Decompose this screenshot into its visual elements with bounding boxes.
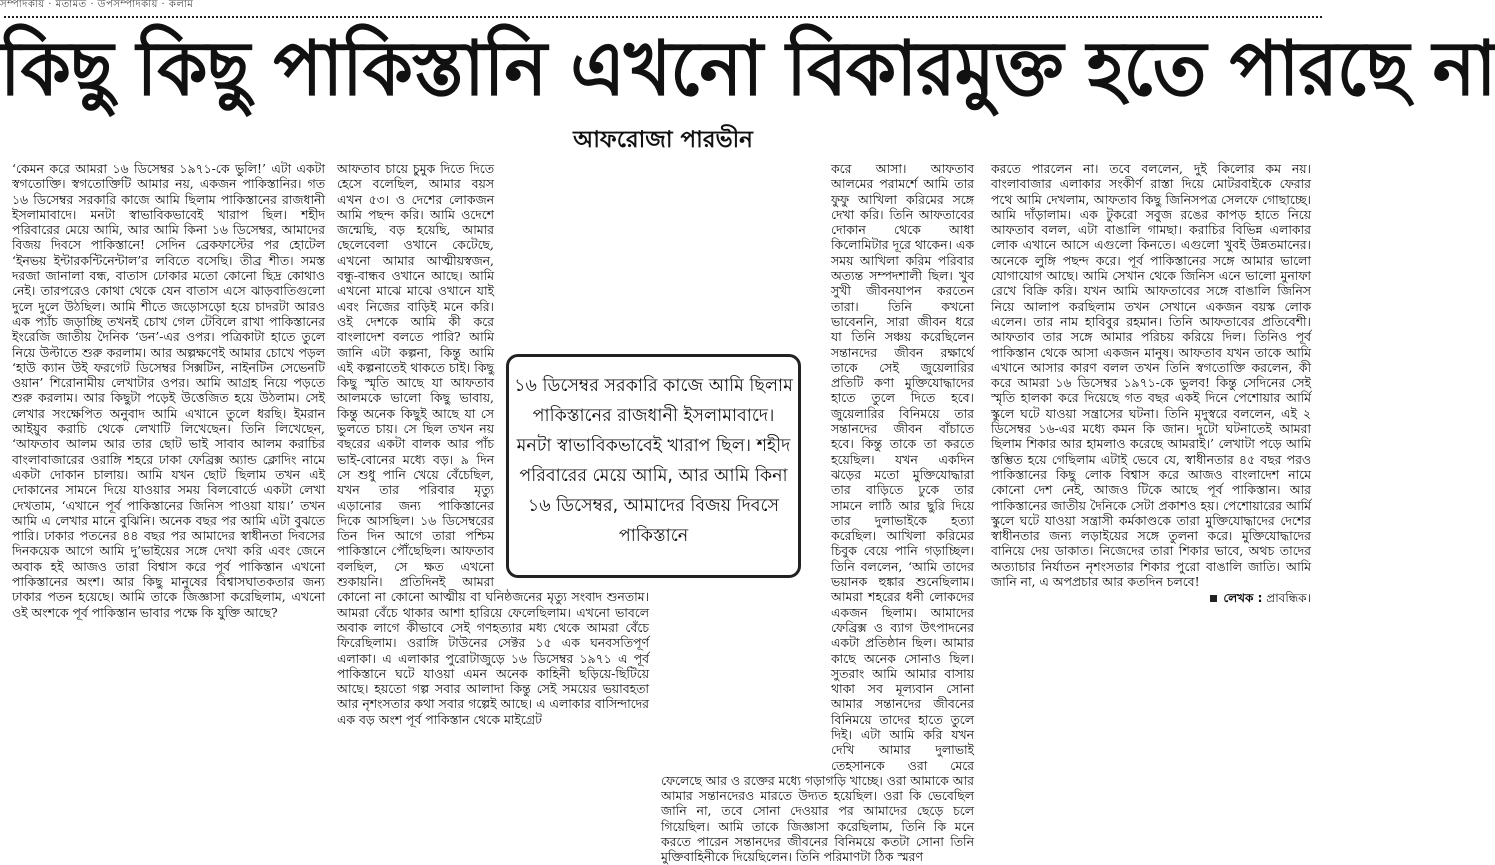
author-note-label: লেখক : xyxy=(1223,591,1263,606)
author-byline: আফরোজা পারভীন xyxy=(573,127,753,153)
pull-quote-text: ১৬ ডিসেম্বর সরকারি কাজে আমি ছিলাম পাকিস্তানের রাজধানী ইসলামাবাদে। মনটা স্বাভাবিকভাবেই খারাপ ছিল। শহীদ পরিবারের মেয়ে আমি, আর আমি কিনা ১৬ ডিসেম্বর, আমাদের বিজয় দিবসে পাকিস্তানে xyxy=(514,376,793,546)
article-column-4 xyxy=(991,161,1311,757)
pull-quote-box xyxy=(506,354,801,578)
dotted-rule xyxy=(4,16,1322,18)
column-text: করতে পারলেন না। তবে বললেন, দুই কিলোর কম নয়। বাংলাবাজার এলাকার সংকীর্ণ রাস্তা দিয়ে মোটরবাইকে ফেরার পথে আমি দেখলাম, আফতাব কিছু জিনিসপত্র সেলফে গোছাচ্ছে। আমি দাঁড়ালাম। এক টুকরো সবুজ রঙের কাপড় হাতে নিয়ে আফতাব বলল, এটা বাঙালি গামছা। করাচির বিভিন্ন এলাকার লোক এখানে আসে এগুলো কিনতে। এগুলো খুবই উন্নতমানের। অনেকে লুঙ্গি পছন্দ করে। পূর্ব পাকিস্তানের সঙ্গে আমার ভালো যোগাযোগ আছে। আমি সেখান থেকে জিনিস এনে ভালো মুনাফা রেখে বিক্রি করি। যখন আমি আফতাবের সঙ্গে বাঙালি জিনিস নিয়ে আলাপ করছিলাম তখন সেখানে একজন বয়স্ক লোক এলেন। তার নাম হাবিবুর রহমান। তিনি আফতাবের প্রতিবেশী। আফতাব তার সঙ্গে আমার পরিচয় করিয়ে দিল। তিনিও পূর্ব পাকিস্তান থেকে আসা একজন মানুষ। আফতাব যখন তাকে আমি এখানে আসার কারণ বলল তখন তিনি স্বগতোক্তি করলেন, কী করে আমরা ১৬ ডিসেম্বর ১৯৭১-কে ভুলব! কিন্তু সেদিনের সেই স্মৃতি হালকা করে দিয়েছে গত বছর একই দিনে পেশোয়ার আর্মি স্কুলে ঘটে যাওয়া সন্ত্রাসের ঘটনা। তিনি মৃদুস্বরে বললেন, এই ২ ডিসেম্বর ১৬-এর মধ্যে কমন কি জান। দুটো ঘটনাতেই আমরা ছিলাম শিকার আর হামলাও করেছে আমরাই।’ লেখাটা পড়ে আমি স্তম্ভিত হয়ে গেছিলাম এটাই ভেবে যে, স্বাধীনতার ৪৫ বছর পরও পাকিস্তানের কিছু লোক বিশ্বাস করে আজও বাংলাদেশ নামে কোনো দেশ নেই, আজও টিকে আছে পূর্ব পাকিস্তান। আর পাকিস্তানের জাতীয় দৈনিকে সেটা প্রকাশও হয়। পেশোয়ারের আর্মি স্কুলে ঘটে যাওয়া সন্ত্রাসী কর্মকাণ্ডকে তারা মুক্তিযোদ্ধাদের দেশের স্বাধীনতার জন্য লড়াইয়ের সঙ্গে তুলনা করে। মুক্তিযোদ্ধাদের বানিয়ে দেয় ডাকাত। নিজেদের তারা শিকার ভাবে, অথচ তাদের অত্যাচার নির্যাতন নৃশংসতার শিকার পুরো বাঙালি জাতি। আমি জানি না, এ অপপ্রচার আর কতদিন চলবে! xyxy=(991,161,1311,590)
headline: কিছু কিছু পাকিস্তানি এখনো বিকারমুক্ত হতে পারছে না xyxy=(0,23,1495,113)
column-text: আফতাব চায়ে চুমুক দিতে দিতে হেসে বলেছিল, আমার বয়স এখন ৫৩। ও দেশের লোকজন আমি পছন্দ করি। আমি ওদেশে জন্মেছি, বড় হয়েছি, আমার ছেলেবেলা ওখানে কেটেছে, এখনো আমার আত্মীয়স্বজন, বন্ধু-বান্ধব ওখানে আছে। আমি এখনো মাঝে মাঝে ওখানে যাই এবং নিজের বাড়িই মনে করি। ওই দেশকে আমি কী করে বাংলাদেশ বলতে পারি? আমি জানি এটা কল্পনা, কিন্তু আমি এই কল্পনাতেই থাকতে চাই। কিছু কিছু স্মৃতি আছে যা আফতাব আলমকে ভালো কিছু ভাবায়, কিন্তু অনেক কিছুই আছে যা সে ভুলতে চায়। সে ছিল তখন নয় বছরের একটা বালক আর পাঁচ ভাই-বোনের মধ্যে বড়। ৯ দিন সে শুধু পানি খেয়ে বেঁচেছিল, যখন তার পরিবার মৃত্যু এড়ানোর জন্য পাকিস্তানের দিকে আসছিল। ১৬ ডিসেম্বরের তিন দিন আগে তারা পশ্চিম পাকিস্তানে পৌঁছেছিল। আফতাব বলছিল, সে ক্ষত এখনো শুকায়নি। প্রতিদিনই আমরা কোনো না কোনো আত্মীয় বা ঘনিষ্ঠজনের মৃত্যু সংবাদ শুনতাম। আমরা বেঁচে থাকার আশা হারিয়ে ফেলেছিলাম। এখনো ভাবলে অবাক লাগে কীভাবে সেই গণহত্যার মধ্য থেকে আমরা বেঁচে ফিরেছিলাম। ওরাঙ্গি টাউনের সেক্টর ১৫ এক ঘনবসতিপূর্ণ এলাকা। এ এলাকার পুরোটাজুড়ে ১৬ ডিসেম্বর ১৯৭১ এ পূর্ব পাকিস্তানে ঘটে যাওয়া এমন অনেক কাহিনী ছড়িয়ে-ছিটিয়ে আছে। হয়তো গল্প সবার আলাদা কিন্তু সেই সময়ের ভয়াবহতা আর নৃশংসতার কথা সবার গল্পেই আছে। এ এলাকার বাসিন্দাদের এক বড় অংশ পূর্ব পাকিস্তান থেকে মাইগ্রেট xyxy=(337,161,649,727)
column-text: ‘কেমন করে আমরা ১৬ ডিসেম্বর ১৯৭১-কে ভুলি!’ এটা একটা স্বগতোক্তি। স্বগতোক্তিটি আমার নয়, একজন পাকিস্তানির। গত ১৬ ডিসেম্বর সরকারি কাজে আমি ছিলাম পাকিস্তানের রাজধানী ইসলামাবাদে। মনটা স্বাভাবিকভাবেই খারাপ ছিল। শহীদ পরিবারের মেয়ে আমি, আর আমি কিনা ১৬ ডিসেম্বর, আমাদের বিজয় দিবসে পাকিস্তানে! সেদিন ব্রেকফাস্টের পর হোটেল ‘ইনভয় ইন্টারকন্টিনেন্টাল’র লবিতে বসেছি। তীব্র শীত। সমস্ত দরজা জানালা বন্ধ, বাতাস ঢোকার মতো কোনো ছিদ্র কোথাও নেই। তারপরেও কোথা থেকে যেন বাতাস এসে ঝাড়বাতিগুলো দুলে দুলে উঠছিল। আমি শীতে জড়োসড়ো হয়ে চাদরটা আরও এক প্যাঁচ জড়াচ্ছি তখনই চোখ গেল টেবিলে রাখা পাকিস্তানের ইংরেজি জাতীয় দৈনিক ‘ডন’-এর ওপর। পত্রিকাটা হাতে তুলে নিয়ে উল্টাতে শুরু করলাম। আর অল্পক্ষণেই আমার চোখে পড়ল ‘হাউ ক্যান উই ফরগেট ডিসেম্বর সিক্সটিন, নাইনটিন সেভেনটি ওয়ান’ শিরোনামীয় লেখাটার ওপর। আমি আগ্রহ নিয়ে পড়তে শুরু করলাম। আর কিছুটা পড়েই উত্তেজিত হয়ে উঠলাম। সেই লেখার সংক্ষেপিত অনুবাদ আমি এখানে তুলে ধরছি। ইমরান আইয়ুব করাচি থেকে লেখাটি লিখেছেন। তিনি লিখেছেন, ‘আফতাব আলম আর তার ছোট ভাই সাবাব আলম করাচির বাংলাবাজারের ওরাঙ্গি শহরে ঢাকা ফেব্রিক্স অ্যান্ড ক্লোদিং নামে একটা দোকান চালায়। আমি যখন ছোট ছিলাম তখন এই দোকানের সামনে দিয়ে যাওয়ার সময় বিলবোর্ডে একটা লেখা দেখতাম, ‘এখানে পূর্ব পাকিস্তানের জিনিস পাওয়া যায়।’ তখন আমি এ লেখার মানে বুঝিনি। অনেক বছর পর আমি এটা বুঝতে পারি। ঢাকার পতনের ৪৪ বছর পর আমাদের স্বাধীনতা দিবসের দিনকয়েক আগে আমি দু’ভাইয়ের সঙ্গে দেখা করি এবং জেনে অবাক হই আজও তারা বিশ্বাস করে পূর্ব পাকিস্তান এখনো পাকিস্তানের অংশ। আর কিছু মানুষের বিশ্বাসঘাতকতার জন্য ঢাকার পতন হয়েছে। আমি তাকে জিজ্ঞাসা করেছিলাম, এখনো ওই অংশকে পূর্ব পাকিস্তান ভাবার পক্ষে কি যুক্তি আছে? xyxy=(12,161,325,620)
author-note xyxy=(991,591,1311,606)
column-text: করে আসা। আফতাব আলমের পরামর্শে আমি তার ফুফু আখিলা করিমের সঙ্গে দেখা করি। তিনি আফতাবের দোকান থেকে আধা কিলোমিটার দূরে থাকেন। এক সময় আখিলা করিম পরিবার অত্যন্ত সম্পদশালী ছিল। খুব সুখী জীবনযাপন করতেন তারা। তিনি কখনো ভাবেননি, সারা জীবন ধরে যা তিনি সঞ্চয় করেছিলেন সন্তানদের জীবন রক্ষার্থে তাকে সেই জুয়েলারির প্রতিটি কণা মুক্তিযোদ্ধাদের হাতে তুলে দিতে হবে। জুয়েলারির বিনিময়ে তার সন্তানদের জীবন বাঁচাতে হবে। কিন্তু তাকে তা করতে হয়েছিল। যখন একদিন ঝড়ের মতো মুক্তিযোদ্ধারা তার বাড়িতে ঢুকে তার সামনে লাঠি আর ছুরি দিয়ে তার দুলাভাইকে হত্যা করেছিল। আখিলা করিমের চিবুক বেয়ে পানি গড়াচ্ছিল। তিনি বললেন, ‘আমি তাদের ভয়ানক হুঙ্কার শুনেছিলাম। আমরা শহরের ধনী লোকদের একজন ছিলাম। আমাদের ফেব্রিক্স ও ব্যাগ উৎপাদনের একটা প্রতিষ্ঠান ছিল। আমার কাছে অনেক সোনাও ছিল। সুতরাং আমি আমার বাসায় থাকা সব মূল্যবান সোনা আমার সন্তানদের জীবনের বিনিময়ে তাদের হাতে তুলে দিই। এটা আমি করি যখন দেখি আমার দুলাভাই তেহসানকে ওরা মেরে ফেলেছে আর ও রক্তের মধ্যে গড়াগড়ি খাচ্ছে। ওরা আমাকে আর আমার সন্তানদেরও মারতে উদ্যত হয়েছিল। ওরা কি ভেবেছিল জানি না, তবে সোনা দেওয়ার পর আমাদের ছেড়ে চলে গিয়েছিল। আমি তাকে জিজ্ঞাসা করেছিলাম, তিনি কি মনে করতে পারেন সন্তানদের জীবনের বিনিময়ে কতটা সোনা তিনি মুক্তিবাহিনীকে দিয়েছিলেন। তিনি পরিমাণটা ঠিক স্মরণ xyxy=(661,161,974,865)
author-note-value: প্রাবন্ধিক। xyxy=(1266,591,1311,606)
square-bullet-icon xyxy=(1210,595,1217,602)
page-header-strip: সম্পাদকীয় · মতামত · উপসম্পাদকীয় · কলাম xyxy=(0,0,194,10)
article-column-1 xyxy=(12,161,325,757)
